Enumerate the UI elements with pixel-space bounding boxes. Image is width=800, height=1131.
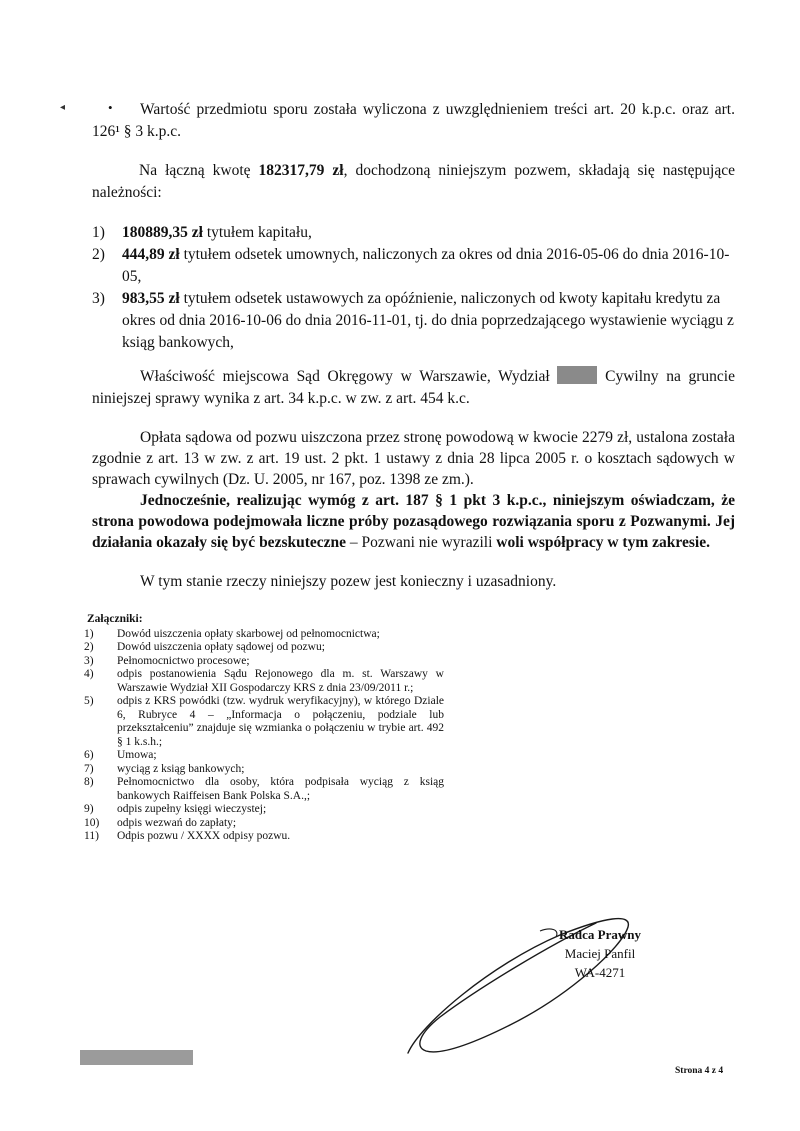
margin-arrow-icon: ◂ xyxy=(60,102,66,113)
attachment-text: Dowód uiszczenia opłaty sądowej od pozwu; xyxy=(117,641,325,653)
attachment-text: odpis wezwań do zapłaty; xyxy=(117,816,237,829)
attachment-item xyxy=(84,803,444,817)
attachment-text: odpis zupełny księgi wieczystej; xyxy=(117,803,267,815)
redaction-block xyxy=(557,366,597,384)
attachment-text: odpis postanowienia Sądu Rejonowego dla m. st. Warszawy w Warszawie Wydział XII Gospodarczy KRS z dnia 23/09/2011 r.; xyxy=(117,668,444,694)
attachment-number: 4) xyxy=(84,668,94,680)
court-fee-paragraph: Opłata sądowa od pozwu uiszczona przez stronę powodową w kwocie 2279 zł, ustalona została zgodnie z art. 13 w zw. z art. 19 ust. 2 pkt. 1 ustawy z dnia 28 lipca 2005 r. o kosztach sądowych w sprawach cywilnych (Dz. U. 2005, nr 167, poz. 1398 ze zm.). xyxy=(92,429,735,488)
attachment-number: 10) xyxy=(84,816,100,829)
attachment-number: 3) xyxy=(84,654,94,667)
attachments-list xyxy=(84,613,444,844)
claim-item xyxy=(92,288,735,354)
attachment-item xyxy=(84,817,444,831)
value-of-dispute-paragraph: Wartość przedmiotu sporu została wyliczona z uwzględnieniem treści art. 20 k.p.c. oraz art. 126¹ § 3 k.p.c. xyxy=(92,101,735,140)
claim-amount: 983,55 zł xyxy=(122,290,180,307)
attachment-item xyxy=(84,763,444,777)
footer-redaction-block xyxy=(80,1050,193,1065)
claim-amount: 444,89 zł xyxy=(122,246,180,263)
claim-item xyxy=(92,222,735,244)
attachment-text: Pełnomocnictwo procesowe; xyxy=(117,654,250,667)
signature-block xyxy=(545,925,655,982)
claim-amount: 180889,35 zł xyxy=(122,224,203,241)
claim-text: tytułem odsetek umownych, naliczonych za okres od dnia 2016-05-06 do dnia 2016-10-05, xyxy=(122,246,730,285)
claim-number: 3) xyxy=(92,290,105,307)
claim-number: 2) xyxy=(92,246,105,263)
total-amount: 182317,79 zł xyxy=(258,162,344,179)
claim-number: 1) xyxy=(92,224,105,241)
attachments-title: Załączniki: xyxy=(87,613,143,625)
signature-title: Radca Prawny xyxy=(559,927,641,942)
attachment-number: 8) xyxy=(84,776,94,788)
jurisdiction-text-start: Właściwość miejscowa Sąd Okręgowy w Warszawie, Wydział xyxy=(140,368,558,385)
attachment-number: 6) xyxy=(84,749,94,761)
attachment-text: Pełnomocnictwo dla osoby, która podpisała wyciąg z ksiąg bankowych Raiffeisen Bank Polska S.A.,; xyxy=(117,776,444,802)
attachment-item xyxy=(84,628,444,642)
claims-list xyxy=(92,222,735,354)
signature-name: Maciej Panfil xyxy=(564,946,636,961)
total-amount-paragraph xyxy=(92,160,735,204)
declaration-paragraph xyxy=(92,490,735,553)
attachment-number: 7) xyxy=(84,762,94,775)
attachment-number: 9) xyxy=(84,803,94,815)
conclusion-paragraph: W tym stanie rzeczy niniejszy pozew jest konieczny i uzasadniony. xyxy=(140,573,557,590)
attachment-text: Dowód uiszczenia opłaty skarbowej od pełnomocnictwa; xyxy=(117,627,380,640)
declaration-normal-text: – Pozwani nie wyrazili xyxy=(346,534,497,551)
attachment-number: 5) xyxy=(84,695,94,707)
attachment-item xyxy=(84,668,444,695)
attachment-text: wyciąg z ksiąg bankowych; xyxy=(117,762,245,775)
attachment-item xyxy=(84,641,444,655)
attachment-number: 1) xyxy=(84,627,94,640)
declaration-bold-text: Jednocześnie, realizując wymóg z art. 187 § 1 pkt 3 k.p.c., niniejszym oświadczam, że strona powodowa podejmowała liczne próby pozasądowego rozwiązania sporu z Pozwanymi. Jej działania okazały się być bezskuteczne xyxy=(92,492,735,551)
attachment-text: Umowa; xyxy=(117,749,157,761)
attachment-item xyxy=(84,695,444,749)
claim-item xyxy=(92,244,735,288)
claim-text: tytułem kapitału, xyxy=(202,224,312,241)
attachment-text: Odpis pozwu / XXXX odpisy pozwu. xyxy=(117,830,291,842)
page-number: Strona 4 z 4 xyxy=(675,1066,724,1076)
attachment-item xyxy=(84,830,444,844)
declaration-bold-text-end: woli współpracy w tym zakresie. xyxy=(496,534,710,551)
jurisdiction-paragraph xyxy=(92,366,735,410)
total-prefix: Na łączną kwotę xyxy=(139,162,259,179)
attachment-number: 2) xyxy=(84,641,94,653)
attachment-item xyxy=(84,655,444,669)
jurisdiction-text-end: Cywilny na gruncie niniejszej sprawy wynika z art. 34 k.p.c. w zw. z art. 454 k.c. xyxy=(92,368,735,407)
signature-license-number: WA-4271 xyxy=(574,965,626,980)
attachment-item xyxy=(84,749,444,763)
attachment-text: odpis z KRS powódki (tzw. wydruk weryfikacyjny), w którego Dziale 6, Rubryce 4 – „Informacja o połączeniu, podziale lub przekształceniu” znajduje się wzmianka o połączeniu w trybie art. 492 § 1 k.s.h.; xyxy=(117,695,444,748)
bullet-icon: • xyxy=(108,100,113,115)
claim-text: tytułem odsetek ustawowych za opóźnienie, naliczonych od kwoty kapitału kredytu za okres od dnia 2016-10-06 do dnia 2016-11-01, tj. do dnia poprzedzającego wystawienie wyciągu z ksiąg bankowych, xyxy=(122,290,734,351)
attachment-item xyxy=(84,776,444,803)
attachment-number: 11) xyxy=(84,830,99,842)
total-suffix: , dochodzoną niniejszym pozwem, składają się następujące należności: xyxy=(92,162,736,201)
